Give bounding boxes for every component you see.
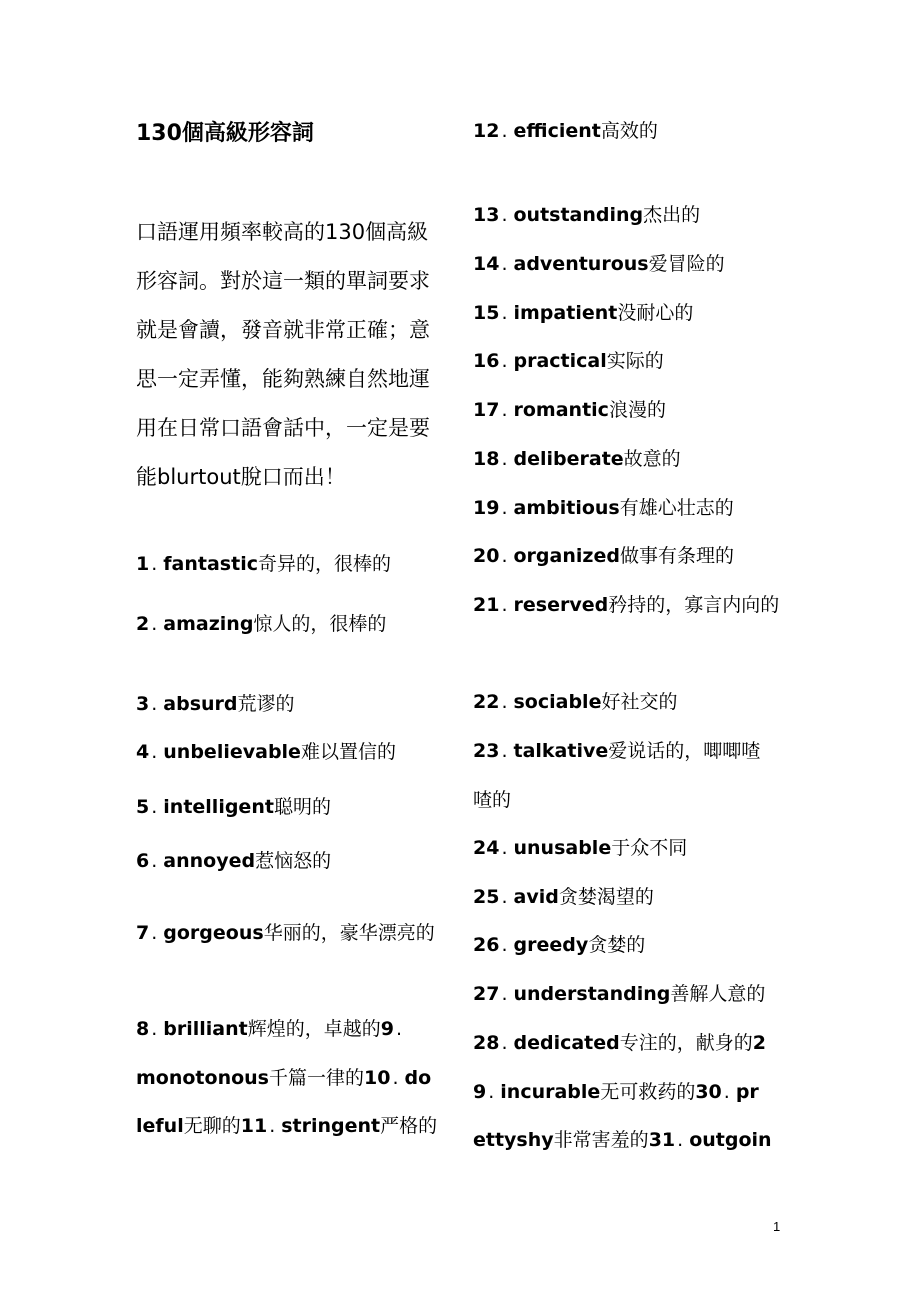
list-item: 21 . reserved矜持的，寡言内向的 [473, 594, 780, 616]
list-item: 1 . fantastic奇异的，很棒的 [136, 553, 391, 575]
list-item: 25 . avid贪婪渴望的 [473, 886, 654, 908]
list-item: 23 . talkative爱说话的，唧唧喳喳的 [473, 740, 761, 811]
list-item: 20 . organized做事有条理的 [473, 545, 734, 567]
list-item: 16 . practical实际的 [473, 350, 664, 372]
list-item: 5 . intelligent聪明的 [136, 796, 331, 818]
list-item: 17 . romantic浪漫的 [473, 399, 666, 421]
list-item: 26 . greedy贪婪的 [473, 934, 646, 956]
list-item: 22 . sociable好社交的 [473, 691, 678, 713]
list-item: 8 . brilliant辉煌的，卓越的9 . [136, 1018, 403, 1040]
list-item: 9 . incurable无可救药的30 . pr [473, 1081, 759, 1103]
list-item: leful无聊的11 . stringent严格的 [136, 1115, 438, 1137]
list-item: 4 . unbelievable难以置信的 [136, 741, 396, 763]
list-item: 2 . amazing惊人的，很棒的 [136, 613, 387, 635]
list-item: 14 . adventurous爱冒险的 [473, 253, 725, 275]
list-item: 3 . absurd荒谬的 [136, 693, 295, 715]
page-number: 1 [773, 1219, 781, 1234]
list-item: 6 . annoyed惹恼怒的 [136, 850, 332, 872]
list-item: 18 . deliberate故意的 [473, 448, 681, 470]
page-title: 130個高級形容詞 [136, 121, 314, 146]
list-item: monotonous千篇一律的10 . do [136, 1067, 432, 1089]
list-item: 15 . impatient没耐心的 [473, 302, 694, 324]
list-item: 7 . gorgeous华丽的，豪华漂亮的 [136, 922, 435, 944]
intro-paragraph: 口語運用頻率較高的130個高級形容詞。對於這一類的單詞要求就是會讀，發音就非常正確；意思一定弄懂，能夠熟練自然地運用在日常口語會話中，一定是要能blurtout脫口而出！ [136, 220, 430, 489]
list-item: 24 . unusable于众不同 [473, 837, 688, 859]
list-item: 12 . efficient高效的 [473, 120, 658, 142]
list-item: 13 . outstanding杰出的 [473, 204, 701, 226]
list-item: 19 . ambitious有雄心壮志的 [473, 497, 734, 519]
list-item: 27 . understanding善解人意的 [473, 983, 766, 1005]
list-item: ettyshy非常害羞的31 . outgoin [473, 1129, 772, 1151]
list-item: 28 . dedicated专注的，献身的2 [473, 1032, 767, 1054]
